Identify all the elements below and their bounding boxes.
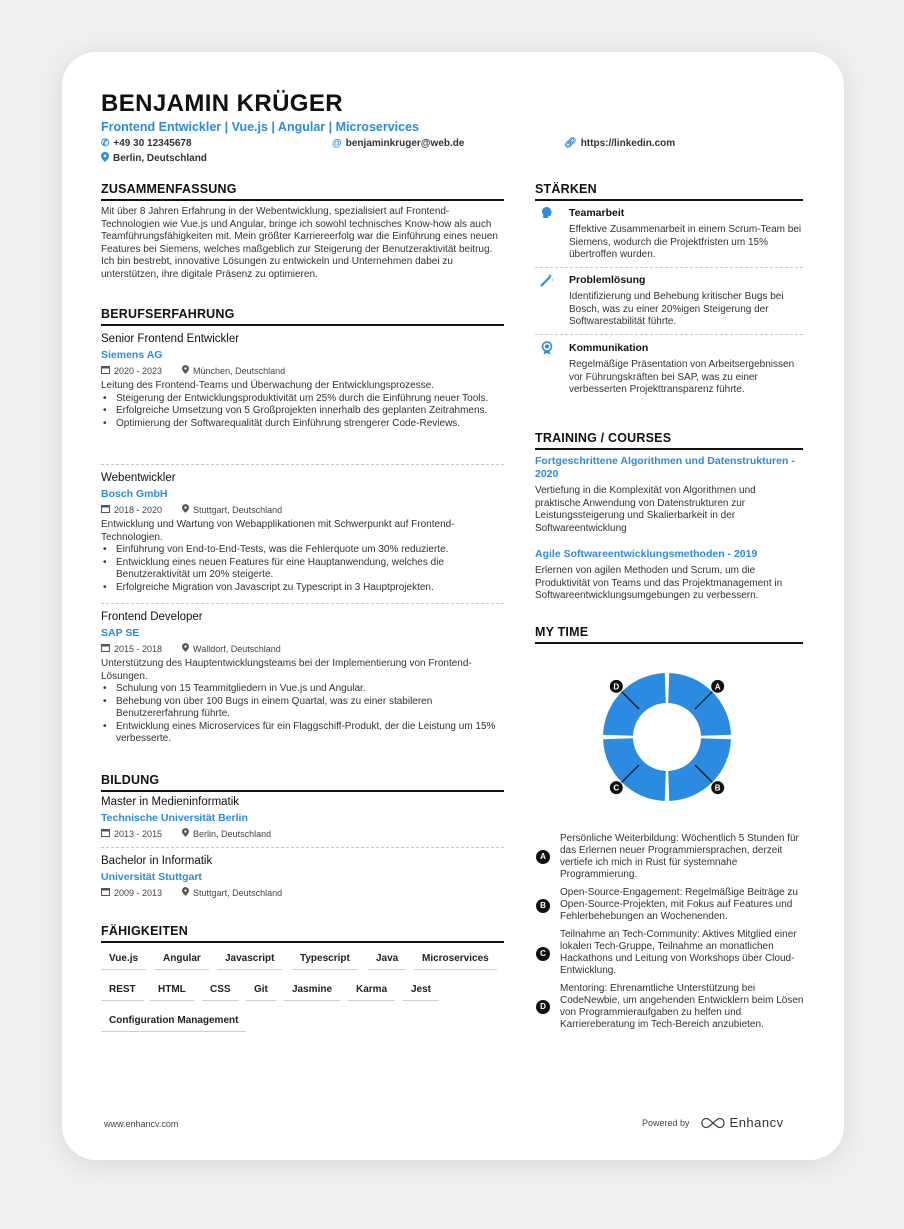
job-bullet: • Einführung von End-to-End-Tests, was die Fehlerquote um 30% reduzierte. [101, 544, 504, 557]
calendar-icon [101, 828, 110, 839]
skill-tag: Microservices [414, 949, 497, 970]
job-bullets [101, 544, 504, 594]
strength-text: Identifizierung und Behebung kritischer Bugs bei Bosch, was zu einer 20%igen Steigerung der Softwarestabilität führte. [569, 291, 784, 327]
legend-text: Open-Source-Engagement: Regelmäßige Beiträge zu Open-Source-Projekten, mit Fokus auf Features und Fehlerbehebungen an Wochenenden. [560, 887, 798, 922]
training-item [535, 455, 803, 535]
divider [101, 603, 504, 604]
summary-text: Mit über 8 Jahren Erfahrung in der Webentwicklung, spezialisiert auf Frontend-Technologien wie Vue.js und Angular, bringe ich sowohl technisches Know-how als auch Teamführungsfähigkeiten mit. Mein größter Karriereerfolg war die Einführung eines neuen Features bei Siemens, welches maßgeblich zur Steigerung der Benutzeraktivität beitrug. Ich bin bestrebt, innovative Lösungen zu entwickeln und Unternehmen dabei zu unterstützen, ihre digitale Präsenz zu optimieren. [101, 206, 498, 280]
map-pin-icon [182, 887, 189, 898]
donut-label-text: A [714, 682, 721, 692]
experience-heading: BERUFSERFAHRUNG [101, 307, 504, 326]
job-role: Frontend Developer [101, 611, 203, 623]
skill-tag: HTML [150, 980, 194, 1001]
at-icon: @ [332, 138, 342, 149]
skill-tag: Typescript [292, 949, 358, 970]
strengths-heading: STÄRKEN [535, 182, 803, 201]
skill-tag: Angular [155, 949, 209, 970]
job-location: München, Deutschland [193, 365, 286, 376]
job-bullet: • Behebung von über 100 Bugs in einem Quartal, was zu einer stabileren Benutzererfahrung führte. [101, 696, 504, 721]
legend-marker: A [536, 850, 550, 864]
education-meta [101, 887, 504, 898]
link-icon: 🔗︎ [564, 138, 577, 149]
job-role: Senior Frontend Entwickler [101, 333, 240, 345]
job-dates: 2020 - 2023 [114, 365, 163, 376]
footer-powered [642, 1115, 784, 1130]
training-heading: TRAINING / COURSES [535, 431, 803, 450]
education-dates: 2013 - 2015 [114, 828, 163, 839]
education-entry [101, 855, 504, 898]
candidate-subtitle: Frontend Entwickler | Vue.js | Angular | Microservices [101, 120, 419, 134]
candidate-name: BENJAMIN KRÜGER [101, 90, 344, 117]
map-pin-icon [182, 643, 189, 654]
job-dates: 2018 - 2020 [114, 504, 163, 515]
phone-number: +49 30 12345678 [113, 138, 192, 149]
job-company: Bosch GmbH [101, 488, 168, 500]
brain-icon [540, 206, 554, 220]
powered-by-label: Powered by [642, 1117, 690, 1128]
training-text: Erlernen von agilen Methoden und Scrum, um die Produktivität von Teams und das Projektmanagement in Softwareentwicklungsumgebungen zu verbessern. [535, 565, 783, 601]
training-item [535, 548, 803, 603]
strength-item [569, 342, 803, 397]
training-text: Vertiefung in die Komplexität von Algorithmen und praktische Anwendung von Datenstrukturen zur Leistungssteigerung und Skalierbarkeit in der Softwareentwicklung [535, 485, 756, 534]
magic-wand-icon [540, 273, 554, 287]
skill-tag: Jest [403, 980, 439, 1001]
job-location: Walldorf, Deutschland [193, 643, 281, 654]
skill-tag: Javascript [217, 949, 282, 970]
job-meta [101, 365, 504, 376]
map-pin-icon [182, 504, 189, 515]
job-bullets [101, 393, 504, 431]
skill-tag: Java [368, 949, 406, 970]
job-bullet: • Erfolgreiche Migration von Javascript zu Typescript in 3 Hauptprojekten. [101, 582, 504, 595]
job-description: Unterstützung des Hauptentwicklungsteams bei der Implementierung von Frontend-Lösungen. [101, 658, 472, 682]
email-address[interactable]: benjaminkruger@web.de [345, 138, 465, 149]
job-company: SAP SE [101, 627, 140, 639]
strength-title: Kommunikation [569, 342, 649, 354]
job-bullet: • Optimierung der Softwarequalität durch Einführung strengerer Code-Reviews. [101, 418, 504, 431]
strength-item [569, 207, 803, 262]
calendar-icon [101, 643, 110, 654]
job-bullet: • Entwicklung eines Microservices für ein Flaggschiff-Produkt, der die Leistung um 15% verbesserte. [101, 721, 504, 746]
school: Technische Universität Berlin [101, 812, 248, 824]
map-pin-icon [101, 152, 109, 165]
map-pin-icon [182, 828, 189, 839]
job-role: Webentwickler [101, 472, 176, 484]
resume-page [62, 52, 844, 1160]
job-location: Stuttgart, Deutschland [193, 504, 283, 515]
skill-tag: Configuration Management [101, 1011, 246, 1032]
legend-text: Mentoring: Ehrenamtliche Unterstützung bei CodeNewbie, um angehenden Entwicklern beim Lösen von Programmieraufgaben zu helfen und Karriereberatung im Tech-Bereich anzubieten. [560, 983, 804, 1030]
donut-label-text: D [613, 682, 620, 692]
degree: Master in Medieninformatik [101, 796, 240, 808]
job-meta [101, 643, 504, 654]
location-text: Berlin, Deutschland [113, 153, 207, 164]
strength-item [569, 274, 803, 329]
legend-marker: B [536, 899, 550, 913]
summary-heading: ZUSAMMENFASSUNG [101, 182, 504, 201]
divider [101, 464, 504, 465]
strength-title: Problemlösung [569, 274, 646, 286]
skill-tag: Jasmine [284, 980, 340, 1001]
donut-label-text: B [714, 783, 721, 793]
time-donut-chart [592, 662, 742, 812]
legend-text: Persönliche Weiterbildung: Wöchentlich 5 Stunden für das Erlernen neuer Programmiersprachen, derzeit vertiefe ich mich in Rust für systemnahe Programmierung. [560, 833, 799, 880]
email-contact[interactable] [332, 138, 464, 149]
footer-website[interactable]: www.enhancv.com [104, 1119, 179, 1129]
skill-tag: Git [246, 980, 276, 1001]
legend-marker: C [536, 947, 550, 961]
education-location: Berlin, Deutschland [193, 828, 272, 839]
phone-icon: ✆ [101, 138, 110, 149]
job-bullet: • Steigerung der Entwicklungsproduktivität um 25% durch die Einführung neuer Tools. [101, 393, 504, 406]
enhancv-logo [700, 1115, 784, 1130]
job-entry [101, 333, 504, 430]
job-description: Leitung des Frontend-Teams und Überwachung der Entwicklungsprozesse. [101, 380, 434, 391]
strength-title: Teamarbeit [569, 207, 625, 219]
training-title: Agile Softwareentwicklungsmethoden - 2019 [535, 548, 758, 560]
job-meta [101, 504, 504, 515]
job-bullets [101, 683, 504, 746]
job-description: Entwicklung und Wartung von Webapplikationen mit Schwerpunkt auf Frontend-Technologien. [101, 519, 455, 543]
legend-marker: D [536, 1000, 550, 1014]
award-icon [540, 341, 554, 355]
divider [535, 267, 803, 268]
calendar-icon [101, 504, 110, 515]
education-location: Stuttgart, Deutschland [193, 887, 283, 898]
legend-text: Teilnahme an Tech-Community: Aktives Mitglied einer lokalen Tech-Gruppe, Teilnahme an monatlichen Hackathons und Leitung von Workshops über Cloud-Entwicklung. [560, 929, 797, 976]
job-bullet: • Erfolgreiche Umsetzung von 5 Großprojekten innerhalb des geplanten Zeitrahmens. [101, 405, 504, 418]
linkedin-url[interactable]: https://linkedin.com [580, 138, 676, 149]
strength-text: Regelmäßige Präsentation von Arbeitsergebnissen vor Führungskräften bei SAP, was zu einer verbesserten Projekttransparenz führte. [569, 359, 795, 395]
job-company: Siemens AG [101, 349, 163, 361]
training-title: Fortgeschrittene Algorithmen und Datenstrukturen - 2020 [535, 455, 795, 480]
map-pin-icon [182, 365, 189, 376]
mytime-heading: MY TIME [535, 625, 803, 644]
divider [101, 847, 504, 848]
infinity-icon [700, 1116, 726, 1130]
job-bullet: • Entwicklung eines neuen Features für eine Hauptanwendung, welches die Benutzeraktivität um 20% steigerte. [101, 557, 504, 582]
education-meta [101, 828, 504, 839]
skills-heading: FÄHIGKEITEN [101, 924, 504, 943]
location-contact [101, 152, 207, 165]
education-heading: BILDUNG [101, 773, 504, 792]
education-entry [101, 796, 504, 839]
job-bullet: • Schulung von 15 Teammitgliedern in Vue.js und Angular. [101, 683, 504, 696]
link-contact[interactable] [564, 138, 675, 149]
education-dates: 2009 - 2013 [114, 887, 163, 898]
brand-name: Enhancv [729, 1115, 784, 1130]
phone-contact [101, 138, 192, 149]
job-entry [101, 611, 504, 746]
calendar-icon [101, 365, 110, 376]
skill-tag: Karma [348, 980, 395, 1001]
skill-tag: CSS [202, 980, 239, 1001]
skill-tag: REST [101, 980, 144, 1001]
skill-tag: Vue.js [101, 949, 146, 970]
divider [535, 334, 803, 335]
job-dates: 2015 - 2018 [114, 643, 163, 654]
school: Universität Stuttgart [101, 871, 202, 883]
job-entry [101, 472, 504, 594]
donut-label-text: C [613, 783, 620, 793]
degree: Bachelor in Informatik [101, 855, 213, 867]
calendar-icon [101, 887, 110, 898]
strength-text: Effektive Zusammenarbeit in einem Scrum-Team bei Siemens, wodurch die Projektfristen um 15% übertroffen wurden. [569, 224, 802, 260]
